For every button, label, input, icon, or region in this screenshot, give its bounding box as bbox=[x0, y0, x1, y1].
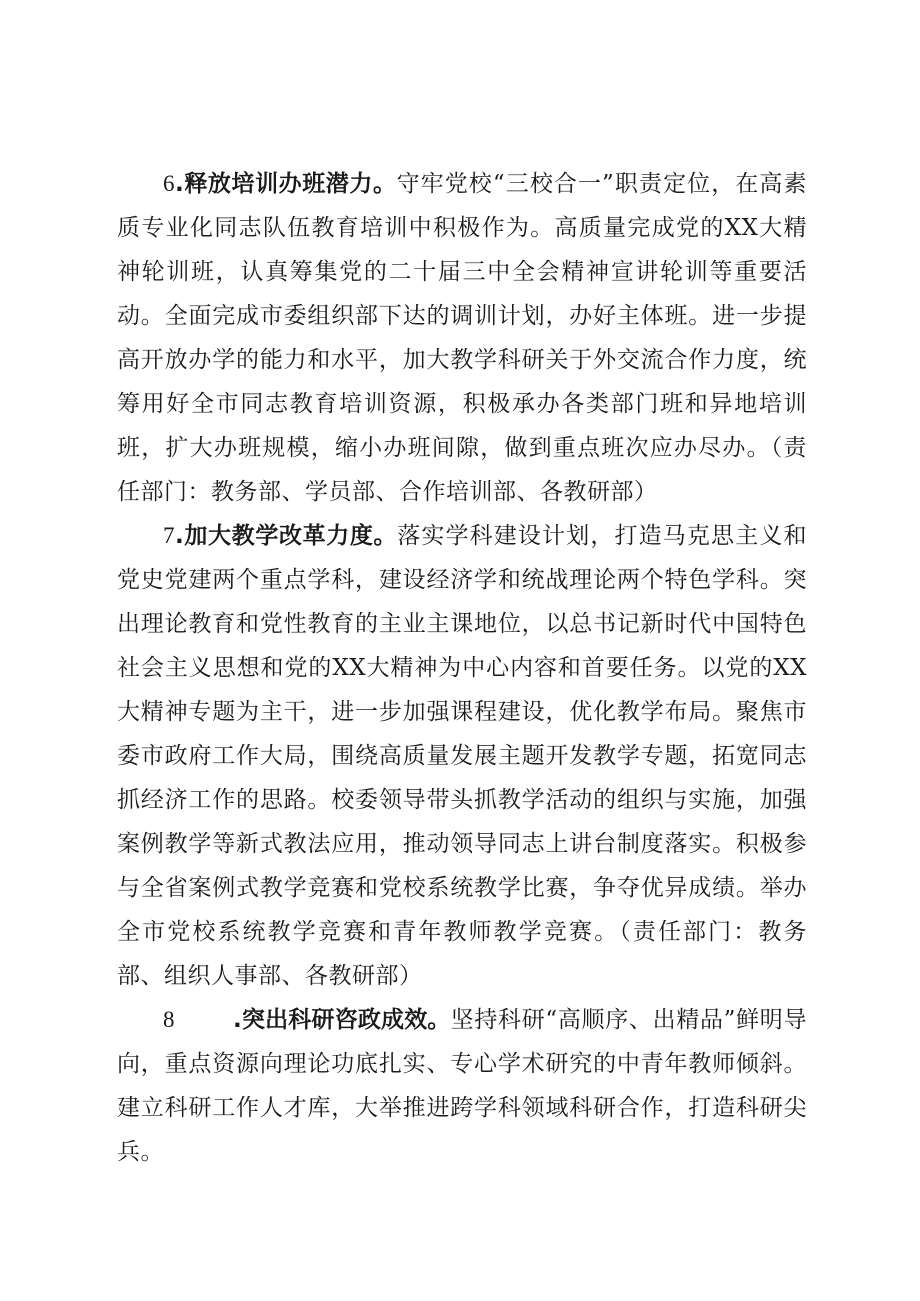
section-6-number: 6 bbox=[163, 171, 175, 196]
document-body bbox=[117, 162, 807, 1174]
section-7-paragraph bbox=[117, 514, 807, 998]
section-6-body: 守牢党校“三校合一”职责定位，在高素质专业化同志队伍教育培训中积极作为。高质量完成党的XX大精神轮训班，认真筹集党的二十届三中全会精神宣讲轮训等重要活动。全面完成市委组织部下达的调训计划，办好主体班。进一步提高开放办学的能力和水平，加大教学科研关于外交流合作力度，统筹用好全市同志教育培训资源，积极承办各类部门班和异地培训班，扩大办班规模，缩小办班间隙，做到重点班次应办尽办。（责任部门：教务部、学员部、合作培训部、各教研部） bbox=[117, 171, 807, 505]
section-8-heading: .突出科研咨政成效。 bbox=[233, 1007, 451, 1033]
section-7-body: 落实学科建设计划，打造马克思主义和党史党建两个重点学科，建设经济学和统战理论两个特色学科。突出理论教育和党性教育的主业主课地位，以总书记新时代中国特色社会主义思想和党的XX大精神为中心内容和首要任务。以党的XX大精神专题为主干，进一步加强课程建设，优化教学布局。聚焦市委市政府工作大局，围绕高质量发展主题开发教学专题，拓宽同志抓经济工作的思路。校委领导带头抓教学活动的组织与实施，加强案例教学等新式教法应用，推动领导同志上讲台制度落实。积极参与全省案例式教学竞赛和党校系统教学比赛，争夺优异成绩。举办全市党校系统教学竞赛和青年教师教学竞赛。（责任部门：教务部、组织人事部、各教研部） bbox=[117, 523, 807, 989]
section-8-body: 坚持科研“高顺序、出精品”鲜明导向，重点资源向理论功底扎实、专心学术研究的中青年教师倾斜。建立科研工作人才库，大举推进跨学科领域科研合作，打造科研尖兵。 bbox=[117, 1007, 807, 1165]
section-8-number: 8 bbox=[163, 1007, 175, 1032]
section-7-heading: .加大教学改革力度。 bbox=[175, 523, 398, 549]
section-6-heading: .释放培训办班潜力。 bbox=[175, 171, 397, 197]
section-7-number: 7 bbox=[163, 523, 175, 548]
section-8-paragraph bbox=[117, 998, 807, 1174]
section-6-paragraph bbox=[117, 162, 807, 514]
